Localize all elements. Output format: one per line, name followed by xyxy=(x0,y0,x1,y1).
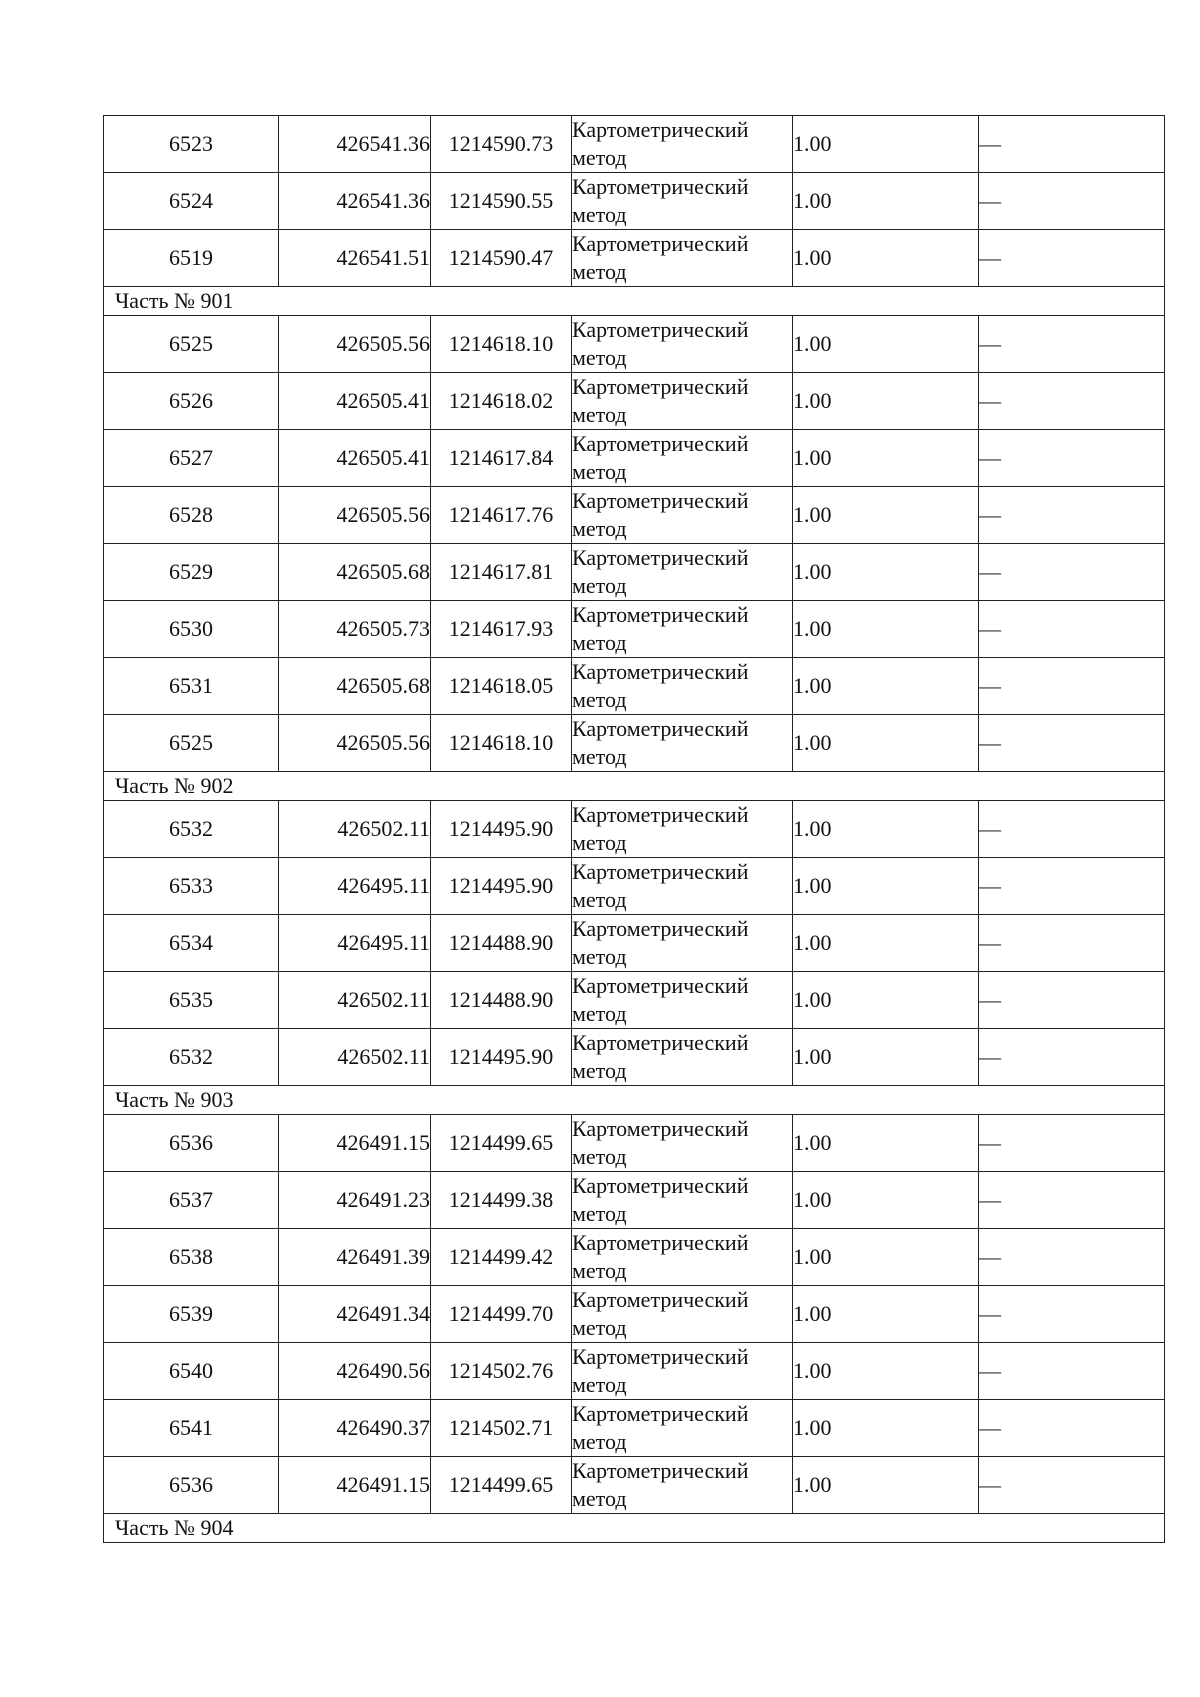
y-coordinate-cell: 1214617.76 xyxy=(431,487,572,544)
point-number-cell: 6524 xyxy=(104,173,279,230)
point-number-cell: 6533 xyxy=(104,858,279,915)
description-cell: — xyxy=(979,1286,1165,1343)
method-cell xyxy=(572,116,793,173)
method-line-1: Картометрический xyxy=(572,1287,749,1312)
method-cell xyxy=(572,601,793,658)
point-number-cell: 6535 xyxy=(104,972,279,1029)
table-row xyxy=(104,1400,1165,1457)
part-label: Часть № 904 xyxy=(104,1514,1165,1543)
method-line-1: Картометрический xyxy=(572,973,749,998)
table-row xyxy=(104,316,1165,373)
x-coordinate-cell: 426505.68 xyxy=(279,658,431,715)
description-cell: — xyxy=(979,544,1165,601)
y-coordinate-cell: 1214618.05 xyxy=(431,658,572,715)
point-number-cell: 6525 xyxy=(104,316,279,373)
point-number-cell: 6541 xyxy=(104,1400,279,1457)
accuracy-cell: 1.00 xyxy=(793,1286,979,1343)
point-number-cell: 6525 xyxy=(104,715,279,772)
method-line-2: метод xyxy=(572,944,627,969)
table-row xyxy=(104,801,1165,858)
method-line-1: Картометрический xyxy=(572,802,749,827)
method-line-2: метод xyxy=(572,630,627,655)
description-cell: — xyxy=(979,230,1165,287)
description-cell: — xyxy=(979,915,1165,972)
y-coordinate-cell: 1214590.47 xyxy=(431,230,572,287)
point-number-cell: 6532 xyxy=(104,1029,279,1086)
x-coordinate-cell: 426502.11 xyxy=(279,1029,431,1086)
accuracy-cell: 1.00 xyxy=(793,173,979,230)
table-row xyxy=(104,487,1165,544)
accuracy-cell: 1.00 xyxy=(793,1229,979,1286)
x-coordinate-cell: 426491.39 xyxy=(279,1229,431,1286)
accuracy-cell: 1.00 xyxy=(793,601,979,658)
y-coordinate-cell: 1214617.93 xyxy=(431,601,572,658)
accuracy-cell: 1.00 xyxy=(793,1400,979,1457)
description-cell: — xyxy=(979,715,1165,772)
table-row xyxy=(104,1343,1165,1400)
method-cell xyxy=(572,1029,793,1086)
method-cell xyxy=(572,715,793,772)
accuracy-cell: 1.00 xyxy=(793,915,979,972)
method-line-2: метод xyxy=(572,1144,627,1169)
part-header-row xyxy=(104,1086,1165,1115)
coordinates-table xyxy=(103,115,1165,1543)
method-line-2: метод xyxy=(572,1258,627,1283)
method-line-2: метод xyxy=(572,459,627,484)
method-line-1: Картометрический xyxy=(572,317,749,342)
method-line-2: метод xyxy=(572,1201,627,1226)
y-coordinate-cell: 1214495.90 xyxy=(431,801,572,858)
point-number-cell: 6527 xyxy=(104,430,279,487)
table-row xyxy=(104,1115,1165,1172)
description-cell: — xyxy=(979,316,1165,373)
accuracy-cell: 1.00 xyxy=(793,658,979,715)
y-coordinate-cell: 1214499.65 xyxy=(431,1457,572,1514)
method-cell xyxy=(572,1343,793,1400)
method-cell xyxy=(572,373,793,430)
method-line-2: метод xyxy=(572,887,627,912)
method-line-1: Картометрический xyxy=(572,174,749,199)
method-line-2: метод xyxy=(572,145,627,170)
description-cell: — xyxy=(979,658,1165,715)
description-cell: — xyxy=(979,1400,1165,1457)
method-line-1: Картометрический xyxy=(572,231,749,256)
method-line-2: метод xyxy=(572,687,627,712)
method-line-1: Картометрический xyxy=(572,545,749,570)
description-cell: — xyxy=(979,1172,1165,1229)
accuracy-cell: 1.00 xyxy=(793,801,979,858)
accuracy-cell: 1.00 xyxy=(793,316,979,373)
method-cell xyxy=(572,1229,793,1286)
method-line-1: Картометрический xyxy=(572,659,749,684)
table-row xyxy=(104,1286,1165,1343)
accuracy-cell: 1.00 xyxy=(793,1029,979,1086)
method-line-1: Картометрический xyxy=(572,716,749,741)
point-number-cell: 6528 xyxy=(104,487,279,544)
y-coordinate-cell: 1214617.84 xyxy=(431,430,572,487)
point-number-cell: 6531 xyxy=(104,658,279,715)
point-number-cell: 6537 xyxy=(104,1172,279,1229)
method-line-1: Картометрический xyxy=(572,859,749,884)
method-line-2: метод xyxy=(572,202,627,227)
point-number-cell: 6536 xyxy=(104,1115,279,1172)
accuracy-cell: 1.00 xyxy=(793,373,979,430)
description-cell: — xyxy=(979,972,1165,1029)
method-line-2: метод xyxy=(572,1429,627,1454)
table-row xyxy=(104,230,1165,287)
table-row xyxy=(104,430,1165,487)
method-cell xyxy=(572,858,793,915)
method-cell xyxy=(572,173,793,230)
y-coordinate-cell: 1214502.71 xyxy=(431,1400,572,1457)
x-coordinate-cell: 426505.41 xyxy=(279,373,431,430)
method-line-1: Картометрический xyxy=(572,374,749,399)
x-coordinate-cell: 426495.11 xyxy=(279,858,431,915)
y-coordinate-cell: 1214590.55 xyxy=(431,173,572,230)
method-cell xyxy=(572,1115,793,1172)
part-label: Часть № 901 xyxy=(104,287,1165,316)
description-cell: — xyxy=(979,116,1165,173)
method-line-2: метод xyxy=(572,1001,627,1026)
part-header-row xyxy=(104,287,1165,316)
y-coordinate-cell: 1214499.42 xyxy=(431,1229,572,1286)
y-coordinate-cell: 1214618.02 xyxy=(431,373,572,430)
method-cell xyxy=(572,801,793,858)
method-cell xyxy=(572,544,793,601)
table-row xyxy=(104,972,1165,1029)
method-line-1: Картометрический xyxy=(572,1173,749,1198)
method-line-2: метод xyxy=(572,744,627,769)
method-line-1: Картометрический xyxy=(572,1344,749,1369)
description-cell: — xyxy=(979,601,1165,658)
x-coordinate-cell: 426502.11 xyxy=(279,972,431,1029)
point-number-cell: 6526 xyxy=(104,373,279,430)
method-cell xyxy=(572,658,793,715)
y-coordinate-cell: 1214502.76 xyxy=(431,1343,572,1400)
description-cell: — xyxy=(979,1029,1165,1086)
point-number-cell: 6523 xyxy=(104,116,279,173)
x-coordinate-cell: 426502.11 xyxy=(279,801,431,858)
point-number-cell: 6532 xyxy=(104,801,279,858)
description-cell: — xyxy=(979,1115,1165,1172)
method-cell xyxy=(572,972,793,1029)
y-coordinate-cell: 1214499.38 xyxy=(431,1172,572,1229)
accuracy-cell: 1.00 xyxy=(793,1115,979,1172)
method-line-2: метод xyxy=(572,402,627,427)
method-line-2: метод xyxy=(572,1058,627,1083)
x-coordinate-cell: 426541.36 xyxy=(279,116,431,173)
description-cell: — xyxy=(979,1229,1165,1286)
description-cell: — xyxy=(979,1343,1165,1400)
table-row xyxy=(104,715,1165,772)
accuracy-cell: 1.00 xyxy=(793,1172,979,1229)
table-row xyxy=(104,116,1165,173)
method-line-1: Картометрический xyxy=(572,602,749,627)
y-coordinate-cell: 1214495.90 xyxy=(431,1029,572,1086)
point-number-cell: 6538 xyxy=(104,1229,279,1286)
table-row xyxy=(104,1229,1165,1286)
part-header-row xyxy=(104,1514,1165,1543)
table-row xyxy=(104,1029,1165,1086)
method-line-1: Картометрический xyxy=(572,1458,749,1483)
x-coordinate-cell: 426505.56 xyxy=(279,715,431,772)
method-line-2: метод xyxy=(572,1486,627,1511)
accuracy-cell: 1.00 xyxy=(793,858,979,915)
method-line-2: метод xyxy=(572,1315,627,1340)
table-row xyxy=(104,1172,1165,1229)
table-row xyxy=(104,1457,1165,1514)
x-coordinate-cell: 426495.11 xyxy=(279,915,431,972)
method-line-1: Картометрический xyxy=(572,488,749,513)
accuracy-cell: 1.00 xyxy=(793,487,979,544)
accuracy-cell: 1.00 xyxy=(793,544,979,601)
description-cell: — xyxy=(979,173,1165,230)
table-row xyxy=(104,601,1165,658)
method-cell xyxy=(572,1457,793,1514)
point-number-cell: 6540 xyxy=(104,1343,279,1400)
method-line-2: метод xyxy=(572,1372,627,1397)
y-coordinate-cell: 1214618.10 xyxy=(431,316,572,373)
description-cell: — xyxy=(979,801,1165,858)
method-cell xyxy=(572,430,793,487)
method-line-1: Картометрический xyxy=(572,1030,749,1055)
method-cell xyxy=(572,1400,793,1457)
accuracy-cell: 1.00 xyxy=(793,430,979,487)
part-label: Часть № 903 xyxy=(104,1086,1165,1115)
table-row xyxy=(104,658,1165,715)
accuracy-cell: 1.00 xyxy=(793,972,979,1029)
coordinates-table-body xyxy=(104,116,1165,1543)
x-coordinate-cell: 426491.34 xyxy=(279,1286,431,1343)
description-cell: — xyxy=(979,373,1165,430)
point-number-cell: 6539 xyxy=(104,1286,279,1343)
method-cell xyxy=(572,316,793,373)
table-row xyxy=(104,915,1165,972)
y-coordinate-cell: 1214499.70 xyxy=(431,1286,572,1343)
description-cell: — xyxy=(979,1457,1165,1514)
x-coordinate-cell: 426505.73 xyxy=(279,601,431,658)
x-coordinate-cell: 426505.56 xyxy=(279,487,431,544)
x-coordinate-cell: 426541.51 xyxy=(279,230,431,287)
method-line-1: Картометрический xyxy=(572,1230,749,1255)
part-header-row xyxy=(104,772,1165,801)
method-cell xyxy=(572,915,793,972)
method-line-2: метод xyxy=(572,830,627,855)
description-cell: — xyxy=(979,858,1165,915)
x-coordinate-cell: 426491.15 xyxy=(279,1457,431,1514)
y-coordinate-cell: 1214617.81 xyxy=(431,544,572,601)
table-row xyxy=(104,858,1165,915)
method-cell xyxy=(572,487,793,544)
table-row xyxy=(104,544,1165,601)
point-number-cell: 6529 xyxy=(104,544,279,601)
method-line-1: Картометрический xyxy=(572,431,749,456)
x-coordinate-cell: 426491.15 xyxy=(279,1115,431,1172)
method-cell xyxy=(572,230,793,287)
accuracy-cell: 1.00 xyxy=(793,1457,979,1514)
method-line-2: метод xyxy=(572,573,627,598)
description-cell: — xyxy=(979,487,1165,544)
x-coordinate-cell: 426505.56 xyxy=(279,316,431,373)
y-coordinate-cell: 1214590.73 xyxy=(431,116,572,173)
y-coordinate-cell: 1214618.10 xyxy=(431,715,572,772)
x-coordinate-cell: 426490.37 xyxy=(279,1400,431,1457)
accuracy-cell: 1.00 xyxy=(793,715,979,772)
description-cell: — xyxy=(979,430,1165,487)
table-row xyxy=(104,173,1165,230)
part-label: Часть № 902 xyxy=(104,772,1165,801)
y-coordinate-cell: 1214499.65 xyxy=(431,1115,572,1172)
method-line-2: метод xyxy=(572,259,627,284)
method-cell xyxy=(572,1172,793,1229)
y-coordinate-cell: 1214488.90 xyxy=(431,972,572,1029)
method-line-1: Картометрический xyxy=(572,1116,749,1141)
accuracy-cell: 1.00 xyxy=(793,1343,979,1400)
y-coordinate-cell: 1214488.90 xyxy=(431,915,572,972)
accuracy-cell: 1.00 xyxy=(793,116,979,173)
point-number-cell: 6519 xyxy=(104,230,279,287)
accuracy-cell: 1.00 xyxy=(793,230,979,287)
y-coordinate-cell: 1214495.90 xyxy=(431,858,572,915)
method-line-1: Картометрический xyxy=(572,117,749,142)
method-line-2: метод xyxy=(572,345,627,370)
x-coordinate-cell: 426491.23 xyxy=(279,1172,431,1229)
x-coordinate-cell: 426541.36 xyxy=(279,173,431,230)
point-number-cell: 6534 xyxy=(104,915,279,972)
method-cell xyxy=(572,1286,793,1343)
method-line-2: метод xyxy=(572,516,627,541)
point-number-cell: 6530 xyxy=(104,601,279,658)
x-coordinate-cell: 426505.68 xyxy=(279,544,431,601)
table-row xyxy=(104,373,1165,430)
x-coordinate-cell: 426505.41 xyxy=(279,430,431,487)
point-number-cell: 6536 xyxy=(104,1457,279,1514)
x-coordinate-cell: 426490.56 xyxy=(279,1343,431,1400)
method-line-1: Картометрический xyxy=(572,916,749,941)
method-line-1: Картометрический xyxy=(572,1401,749,1426)
